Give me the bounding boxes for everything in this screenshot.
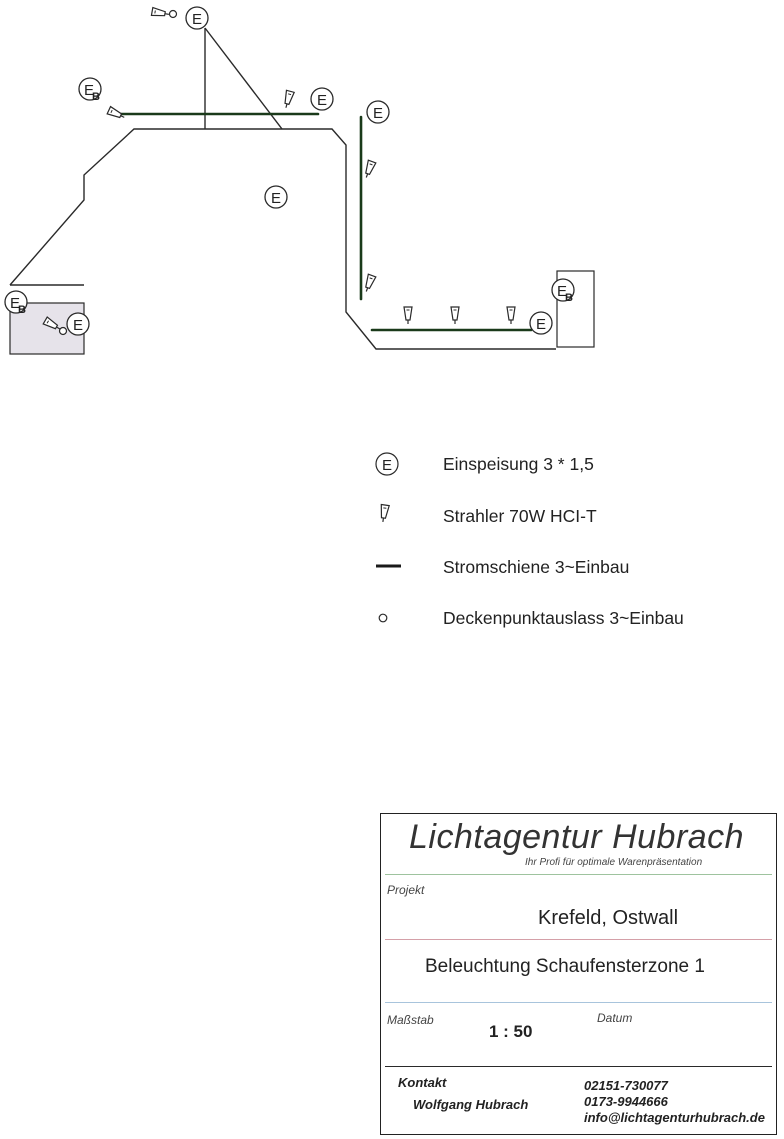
svg-text:E: E xyxy=(72,317,84,334)
project-label: Projekt xyxy=(387,883,425,897)
date-label: Datum xyxy=(597,1011,633,1025)
track-rail-icon xyxy=(372,553,402,583)
legend-row-rail xyxy=(372,553,772,583)
divider xyxy=(385,1066,772,1067)
legend-label: Strahler 70W HCI-T xyxy=(443,506,597,526)
spotlight-icon xyxy=(507,307,515,324)
divider xyxy=(385,874,772,875)
feed-point-icon xyxy=(311,88,333,110)
scale-label: Maßstab xyxy=(387,1013,434,1027)
legend-label: Einspeisung 3 * 1,5 xyxy=(443,454,594,474)
feed-point-icon xyxy=(67,313,89,335)
feed-point-icon xyxy=(265,186,287,208)
svg-text:E: E xyxy=(372,105,384,122)
svg-text:B: B xyxy=(18,304,26,316)
svg-text:E: E xyxy=(535,316,547,333)
spotlight-icon xyxy=(363,274,376,293)
floor-plan xyxy=(0,0,784,400)
spotlight-icon xyxy=(372,502,402,532)
svg-text:E: E xyxy=(10,295,21,312)
legend-row-feed xyxy=(372,450,772,480)
feed-point-b-icon xyxy=(552,279,574,304)
project-description: Beleuchtung Schaufensterzone 1 xyxy=(425,956,705,977)
divider xyxy=(385,1002,772,1003)
scale-value: 1 : 50 xyxy=(489,1022,533,1041)
spotlight-icon xyxy=(451,307,459,324)
divider xyxy=(385,939,772,940)
legend-row-outlet xyxy=(372,604,772,634)
legend-row-spotlight xyxy=(372,502,772,532)
contact-mobile: 0173-9944666 xyxy=(584,1094,668,1109)
svg-text:E: E xyxy=(316,92,328,109)
spotlight-icon xyxy=(282,90,294,108)
ceiling-outlet-icon xyxy=(60,328,67,335)
company-name: Lichtagentur Hubrach xyxy=(409,818,745,856)
legend-label: Stromschiene 3~Einbau xyxy=(443,557,630,577)
contact-phone: 02151-730077 xyxy=(584,1078,668,1093)
feed-point-b-icon xyxy=(5,291,27,316)
feed-point-b-icon xyxy=(79,78,101,103)
ceiling-outlet-icon xyxy=(170,11,177,18)
legend-label: Deckenpunktauslass 3~Einbau xyxy=(443,608,684,628)
ceiling-outlet-icon xyxy=(372,604,402,634)
spotlight-icon xyxy=(363,160,376,179)
svg-text:E: E xyxy=(270,190,282,207)
feed-point-icon xyxy=(530,312,552,334)
company-slogan: Ihr Profi für optimale Warenpräsentation xyxy=(525,857,703,868)
title-block xyxy=(380,813,777,1135)
track-rail xyxy=(119,114,531,330)
feed-point-icon xyxy=(372,450,402,480)
svg-text:E: E xyxy=(191,11,203,28)
contact-name: Wolfgang Hubrach xyxy=(413,1097,529,1112)
feed-point-icon xyxy=(367,101,389,123)
svg-text:B: B xyxy=(92,91,100,103)
contact-email[interactable]: info@lichtagenturhubrach.de xyxy=(584,1110,765,1125)
svg-text:E: E xyxy=(557,283,568,300)
spotlight-icon xyxy=(404,307,412,324)
svg-text:B: B xyxy=(565,292,573,304)
spotlight-icon xyxy=(151,7,169,18)
svg-text:E: E xyxy=(84,82,95,99)
feed-point-icon xyxy=(186,7,208,29)
project-value: Krefeld, Ostwall xyxy=(538,907,679,929)
svg-text:E: E xyxy=(381,457,393,474)
contact-label: Kontakt xyxy=(398,1075,447,1090)
